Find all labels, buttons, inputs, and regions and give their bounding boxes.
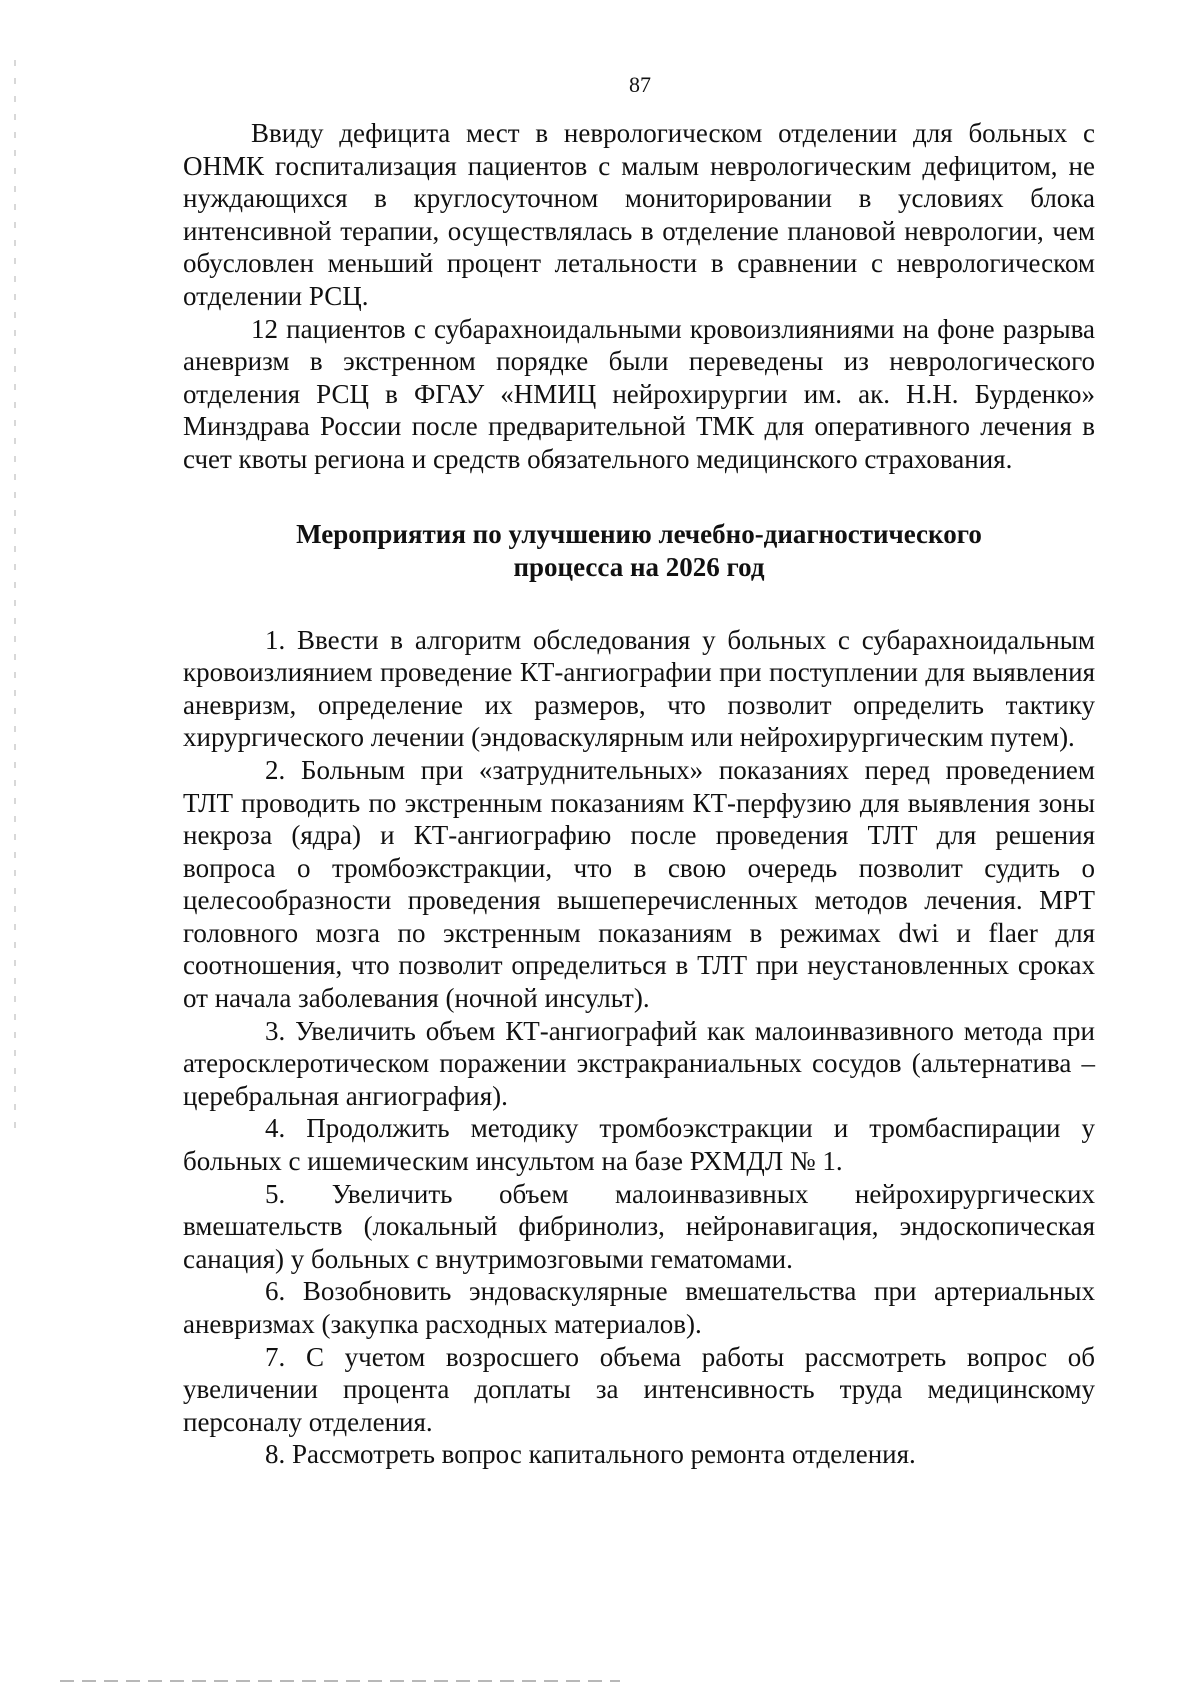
measure-item-3: 3. Увеличить объем КТ-ангиографий как малоинвазивного метода при атеросклеротическом поражении экстракраниальных сосудов (альтернатива – церебральная ангиография). [183, 1015, 1095, 1111]
section-heading-line-2: процесса на 2026 год [513, 551, 765, 582]
paragraph-intro-1: Ввиду дефицита мест в неврологическом отделении для больных с ОНМК госпитализация пациентов с малым неврологическим дефицитом, не нуждающихся в круглосуточном мониторировании в условиях блока интенсивной терапии, осуществлялась в отделение плановой неврологии, чем обусловлен меньший процент летальности в сравнении с неврологическом отделении РСЦ. [183, 118, 1095, 311]
measures-list [183, 624, 1095, 1471]
page-number: 87 [629, 72, 651, 97]
section-heading [183, 518, 1095, 584]
measure-item-8: 8. Рассмотреть вопрос капитального ремонта отделения. [265, 1439, 916, 1470]
paragraph-intro-2: 12 пациентов с субарахноидальными кровоизлияниями на фоне разрыва аневризм в экстренном порядке были переведены из неврологического отделения РСЦ в ФГАУ «НМИЦ нейрохирургии им. ак. Н.Н. Бурденко» Минздрава России после предварительной ТМК для оперативного лечения в счет квоты региона и средств обязательного медицинского страхования. [183, 313, 1095, 474]
measure-item-2: 2. Больным при «затруднительных» показаниях перед проведением ТЛТ проводить по экстренным показаниям КТ-перфузию для выявления зоны некроза (ядра) и КТ-ангиографию после проведения ТЛТ для решения вопроса о тромбоэкстракции, что в свою очередь позволит судить о целесообразности проведения вышеперечисленных методов лечения. МРТ головного мозга по экстренным показаниям в режимах dwi и flaer для соотношения, что позволит определиться в ТЛТ при неустановленных сроках от начала заболевания (ночной инсульт). [183, 754, 1095, 1014]
section-heading-line-1: Мероприятия по улучшению лечебно-диагностического [296, 518, 982, 549]
measure-item-7: 7. С учетом возросшего объема работы рассмотреть вопрос об увеличении процента доплаты за интенсивность труда медицинскому персоналу отделения. [183, 1341, 1095, 1437]
document-body [183, 117, 1095, 1471]
scan-edge-artifact-bottom [60, 1680, 620, 1682]
measure-item-5: 5. Увеличить объем малоинвазивных нейрохирургических вмешательств (локальный фибринолиз, нейронавигация, эндоскопическая санация) у больных с внутримозговыми гематомами. [183, 1178, 1095, 1274]
measure-item-6: 6. Возобновить эндоваскулярные вмешательства при артериальных аневризмах (закупка расходных материалов). [183, 1276, 1095, 1339]
measure-item-4: 4. Продолжить методику тромбоэкстракции и тромбаспирации у больных с ишемическим инсультом на базе РХМДЛ № 1. [183, 1113, 1095, 1177]
scan-edge-artifact [14, 60, 16, 1140]
measure-item-1: 1. Ввести в алгоритм обследования у больных с субарахноидальным кровоизлиянием проведение КТ-ангиографии при поступлении для выявления аневризм, определение их размеров, что позволит определить тактику хирургического лечении (эндоваскулярным или нейрохирургическим путем). [183, 624, 1095, 753]
